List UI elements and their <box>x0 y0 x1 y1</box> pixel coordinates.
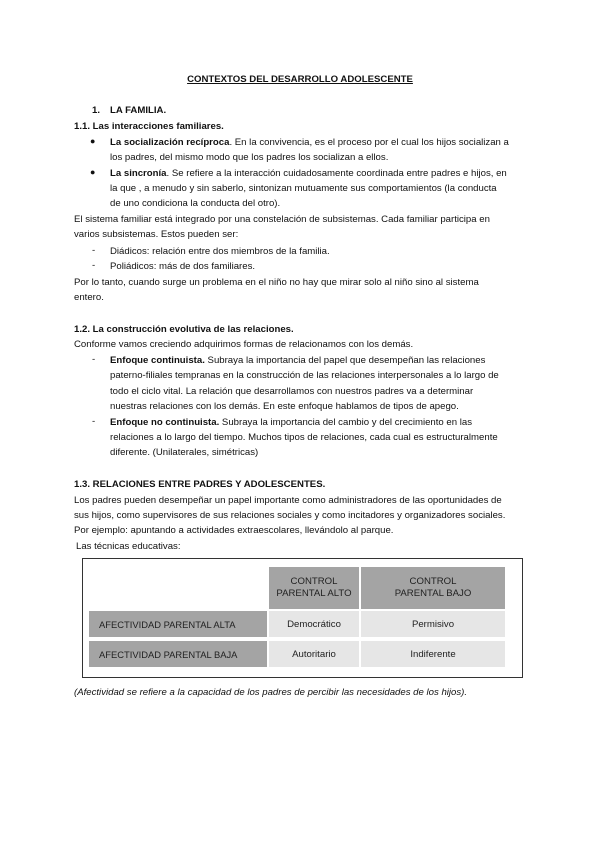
cell-permisivo: Permisivo <box>361 611 505 637</box>
term-sincronia: La sincronía <box>110 168 167 179</box>
bullet-text: . En la convivencia, es el proceso por el cual los hijos socializan a <box>229 137 509 148</box>
enfoque-continuista <box>110 354 485 367</box>
paragraph-line: Por lo tanto, cuando surge un problema en el niño no hay que mirar solo al niño sino al sistema <box>74 277 479 288</box>
bullet-icon: ● <box>90 136 96 146</box>
bullet-socializacion <box>110 136 509 149</box>
col-header-line: PARENTAL ALTO <box>276 588 352 599</box>
list-item-poliadicos: Poliádicos: más de dos familiares. <box>110 261 256 272</box>
enfoque-text-line: nuestras relaciones con los demás. En este enfoque hablamos de tipos de apego. <box>110 401 459 412</box>
dash-icon: - <box>92 260 96 271</box>
table-footnote: (Afectividad se refiere a la capacidad de los padres de percibir las necesidades de los hijos). <box>74 687 468 698</box>
bullet-sincronia <box>110 167 507 180</box>
paragraph-line: entero. <box>74 292 104 303</box>
section-1-number: 1. <box>92 105 101 116</box>
bullet-icon: ● <box>90 167 96 177</box>
enfoque-text-line: paterno-filiales tempranas en la construcción de las relaciones interpersonales a lo largo de <box>110 370 499 381</box>
section-1-heading: LA FAMILIA. <box>110 105 167 116</box>
col-header-line: CONTROL <box>409 576 457 587</box>
paragraph-line: El sistema familiar está integrado por una constelación de subsistemas. Cada familiar participa en <box>74 214 490 225</box>
dash-icon: - <box>92 245 96 256</box>
row-header-afectividad-alta: AFECTIVIDAD PARENTAL ALTA <box>89 611 267 637</box>
term-socializacion: La socialización recíproca <box>110 137 230 148</box>
paragraph-line: Los padres pueden desempeñar un papel importante como administradores de las oportunidades de <box>74 495 502 506</box>
dash-icon: - <box>92 416 96 427</box>
dash-icon: - <box>92 354 96 365</box>
enfoque-no-continuista <box>110 416 472 429</box>
col-header-control-alto <box>269 567 359 609</box>
cell-autoritario: Autoritario <box>269 641 359 667</box>
enfoque-text-line: relaciones a lo largo del tiempo. Muchos tipos de relaciones, cada cual es estructuralmente <box>110 432 498 443</box>
paragraph-line: Las técnicas educativas: <box>76 541 181 552</box>
paragraph-line: sus hijos, como supervisores de sus relaciones sociales y como incitadores y organizadores sociales. <box>74 510 506 521</box>
list-item-diadicos: Diádicos: relación entre dos miembros de la familia. <box>110 246 330 257</box>
col-header-line: CONTROL <box>290 576 338 587</box>
paragraph-line: varios subsistemas. Estos pueden ser: <box>74 229 239 240</box>
section-1-1-heading: 1.1. Las interacciones familiares. <box>74 121 224 132</box>
enfoque-text: Subraya la importancia del cambio y del crecimiento en las <box>219 417 473 428</box>
term-continuista: Enfoque continuista. <box>110 355 205 366</box>
bullet-text-line: los padres, del mismo modo que los padres los socializan a ellos. <box>110 152 389 163</box>
term-no-continuista: Enfoque no continuista. <box>110 417 220 428</box>
bullet-text-line: la que , a menudo y sin saberlo, sintonizan mutuamente sus comportamientos (la conducta <box>110 183 497 194</box>
col-header-line: PARENTAL BAJO <box>394 588 472 599</box>
cell-indiferente: Indiferente <box>361 641 505 667</box>
enfoque-text: Subraya la importancia del papel que desempeñan las relaciones <box>204 355 486 366</box>
paragraph-line: Por ejemplo: apuntando a actividades extraescolares, llevándolo al parque. <box>74 525 394 536</box>
cell-democratico: Democrático <box>269 611 359 637</box>
document-title: CONTEXTOS DEL DESARROLLO ADOLESCENTE <box>187 74 413 85</box>
bullet-text: . Se refiere a la interacción cuidadosamente coordinada entre padres e hijos, en <box>166 168 507 179</box>
parenting-styles-table <box>82 558 523 678</box>
paragraph-line: Conforme vamos creciendo adquirimos formas de relacionamos con los demás. <box>74 339 414 350</box>
bullet-text-line: de uno condiciona la conducta del otro). <box>110 198 281 209</box>
row-header-afectividad-baja: AFECTIVIDAD PARENTAL BAJA <box>89 641 267 667</box>
enfoque-text-line: todo el ciclo vital. La relación que desarrollamos con nuestros padres va a determinar <box>110 386 474 397</box>
section-1-2-heading: 1.2. La construcción evolutiva de las relaciones. <box>74 324 294 335</box>
col-header-control-bajo <box>361 567 505 609</box>
enfoque-text-line: diferente. (Unilaterales, simétricas) <box>110 447 259 458</box>
section-1-3-heading: 1.3. RELACIONES ENTRE PADRES Y ADOLESCENTES. <box>74 479 326 490</box>
